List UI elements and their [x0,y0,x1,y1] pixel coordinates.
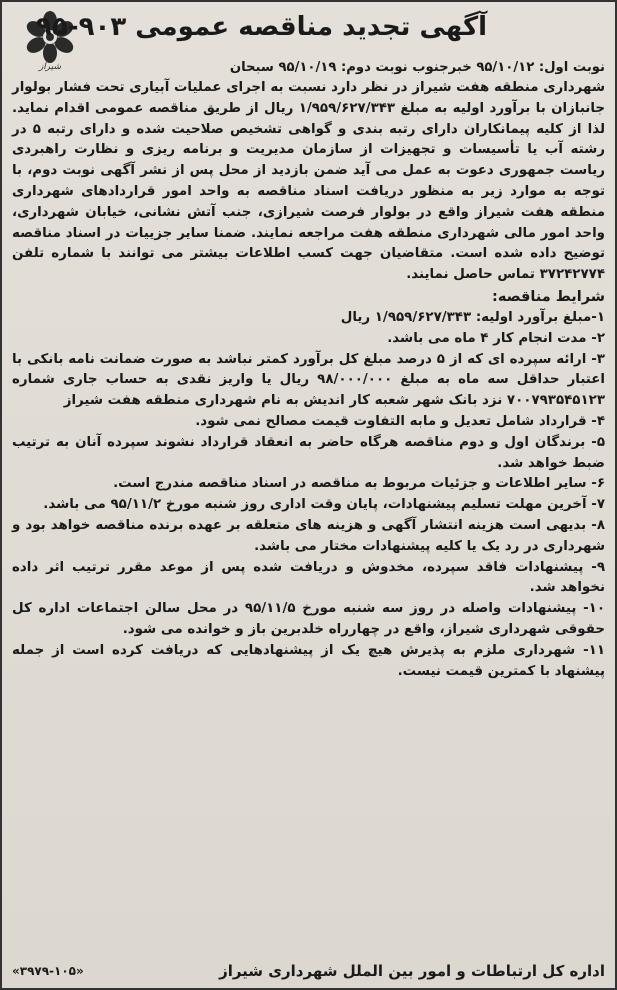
condition-item: ۱۱- شهرداری ملزم به پذیرش هیچ یک از پیشنهادهایی که دریافت کرده است از جمله پیشنهاد با کمترین قیمت نیست. [12,642,605,679]
condition-item: ۷- آخرین مهلت تسلیم پیشنهادات، پایان وقت اداری روز شنبه مورخ ۹۵/۱۱/۲ می باشد. [43,497,605,513]
intro-paragraph: شهرداری منطقه هفت شیراز در نظر دارد نسبت به اجرای عملیات آبیاری تحت فشار بولوار جانبازان با برآورد اولیه به مبلغ ۱/۹۵۹/۶۲۷/۳۴۳ ریال از طریق مناقصه عمومی اقدام نماید. لذا از کلیه پیمانکاران دارای رتبه بندی و گواهی تشخیص صلاحیت شده و دارای رتبه ۵ در رشته آب یا تأسیسات و تجهیزات از سازمان مدیریت و برنامه ریزی و نظارت راهبردی ریاست جمهوری دعوت به عمل می آید ضمن بازدید از محل پس از نشر آگهی نوبت دوم، با توجه به موارد زیر به منظور دریافت اسناد مناقصه به واحد امور قراردادهای شهرداری منطقه هفت شیراز واقع در بولوار فرصت شیرازی، جنب آتش نشانی، خیابان شهرداری، واحد امور مالی شهرداری منطقه هفت مراجعه نمایند. ضمنا سایر جزییات در اسناد مناقصه توضیح داده شده است. متقاضیان جهت کسب اطلاعات بیشتر می توانند با شماره تلفن ۳۷۲۴۲۷۷۴ تماس حاصل نمایند. [12,80,605,283]
condition-item: ۸- بدیهی است هزینه انتشار آگهی و هزینه های متعلقه بر عهده برنده مناقصه خواهد بود و شهرداری در رد یک یا کلیه پیشنهادات مختار می باشد. [12,517,605,554]
condition-item: ۶- سایر اطلاعات و جزئیات مربوط به مناقصه در اسناد مناقصه مندرج است. [113,476,605,492]
condition-item: ۱-مبلغ برآورد اولیه: ۱/۹۵۹/۶۲۷/۳۴۳ ریال [340,309,605,325]
condition-item: ۲- مدت انجام کار ۴ ماه می باشد. [387,330,605,346]
ad-code: «۳۹۷۹-۱۰۵» [12,964,84,978]
page-title: آگهی تجدید مناقصه عمومی ۹۰۳-۹۵ [36,12,487,42]
notice-footer [12,962,605,980]
issuing-office: اداره کل ارتباطات و امور بین الملل شهرداری شیراز [219,962,605,980]
condition-item: ۱۰- پیشنهادات واصله در روز سه شنبه مورخ ۹۵/۱۱/۵ در محل سالن اجتماعات اداره کل حقوقی شهرداری شیراز، واقع در چهارراه خلدبرین باز و خوانده می شود. [12,601,606,637]
condition-item: ۵- برندگان اول و دوم مناقصه هرگاه حاضر به انعقاد قرارداد نشوند سپرده آنان به ترتیب ضبط خواهد شد. [12,434,605,471]
notice-header [12,10,605,72]
logo-caption: شیراز [38,62,62,72]
conditions-title: شرایط مناقصه: [492,288,605,305]
condition-item: ۹- پیشنهادات فاقد سپرده، مخدوش و دریافت شده پس از موعد مقرر ترتیب اثر داده نخواهد شد. [12,559,605,596]
conditions-list [12,308,605,682]
condition-item: ۴- قرارداد شامل تعدیل و مابه التفاوت قیمت مصالح نمی شود. [195,413,605,429]
publication-dates: نوبت اول: ۹۵/۱۰/۱۲ خبرجنوب نوبت دوم: ۹۵/۱۰/۱۹ سبحان [229,60,605,75]
condition-item: ۳- ارائه سپرده ای که از ۵ درصد مبلغ کل برآورد کمتر نباشد به صورت ضمانت نامه بانکی با اعتبار حداقل سه ماه به مبلغ ۹۸/۰۰۰/۰۰۰ ریال یا واریز نقدی به حساب جاری شماره ۷۰۰۷۹۳۵۴۵۱۲۳ نزد بانک شهر شعبه کار اندیش به نام شهرداری منطقه هفت شیراز [12,351,605,409]
